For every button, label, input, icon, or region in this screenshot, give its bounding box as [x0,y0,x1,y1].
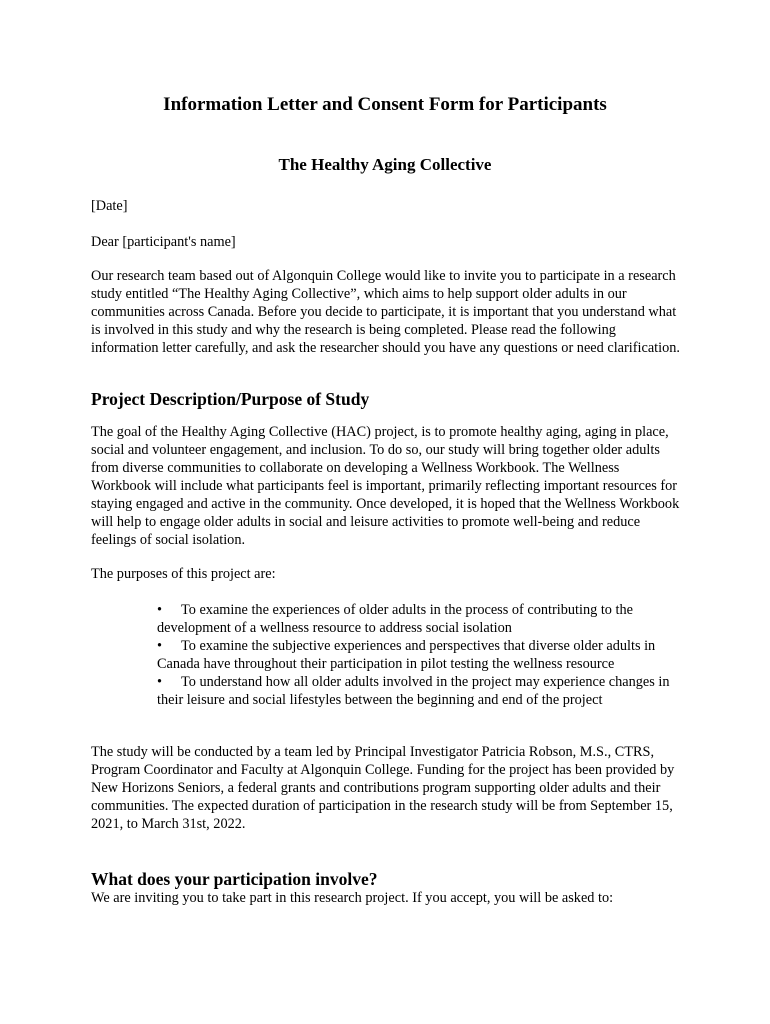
bullet-icon: • [157,602,163,618]
project-goal-paragraph: The goal of the Healthy Aging Collective (HAC) project, is to promote healthy aging, aging in place, social and volunteer engagement, and inclusion. To do so, our study will bring together older adults from diverse communities to collaborate on developing a Wellness Workbook. The Wellness Workbook will include what participants feel is important, primarily reflecting important resources for staying engaged and active in the community. Once developed, it is hoped that the Wellness Workbook will help to engage older adults in social and leisure activities to promote well-being and reduce feelings of social isolation. [91,424,680,548]
section-heading-participation: What does your participation involve? [91,869,378,889]
purpose-text: To understand how all older adults involved in the project may experience changes in their leisure and social lifestyles between the beginning and end of the project [157,674,670,708]
participation-invite-paragraph: We are inviting you to take part in this research project. If you accept, you will be asked to: [91,890,614,906]
purpose-list-item [157,601,687,637]
document-title: Information Letter and Consent Form for Participants [163,94,607,115]
study-team-paragraph: The study will be conducted by a team led by Principal Investigator Patricia Robson, M.S., CTRS, Program Coordinator and Faculty at Algonquin College. Funding for the project has been provided by New Horizons Seniors, a federal grants and contributions program supporting older adults and their communities. The expected duration of participation in the research study will be from September 15, 2021, to March 31st, 2022. [91,744,675,832]
purpose-text: To examine the experiences of older adults in the process of contributing to the development of a wellness resource to address social isolation [157,602,633,636]
purpose-text: To examine the subjective experiences and perspectives that diverse older adults in Canada have throughout their participation in pilot testing the wellness resource [157,638,656,672]
section-heading-project-description: Project Description/Purpose of Study [91,389,370,409]
purposes-intro: The purposes of this project are: [91,566,276,582]
document-subtitle: The Healthy Aging Collective [278,155,492,174]
purpose-list-item [157,673,687,709]
purposes-list [157,601,687,709]
date-placeholder: [Date] [91,198,128,214]
bullet-icon: • [157,674,163,690]
greeting-line: Dear [participant's name] [91,234,236,250]
intro-paragraph: Our research team based out of Algonquin College would like to invite you to participate in a research study entitled “The Healthy Aging Collective”, which aims to help support older adults in our communities across Canada. Before you decide to participate, it is important that you understand what is involved in this study and why the research is being completed. Please read the following information letter carefully, and ask the researcher should you have any questions or need clarification. [91,268,680,356]
purpose-list-item [157,637,687,673]
bullet-icon: • [157,638,163,654]
